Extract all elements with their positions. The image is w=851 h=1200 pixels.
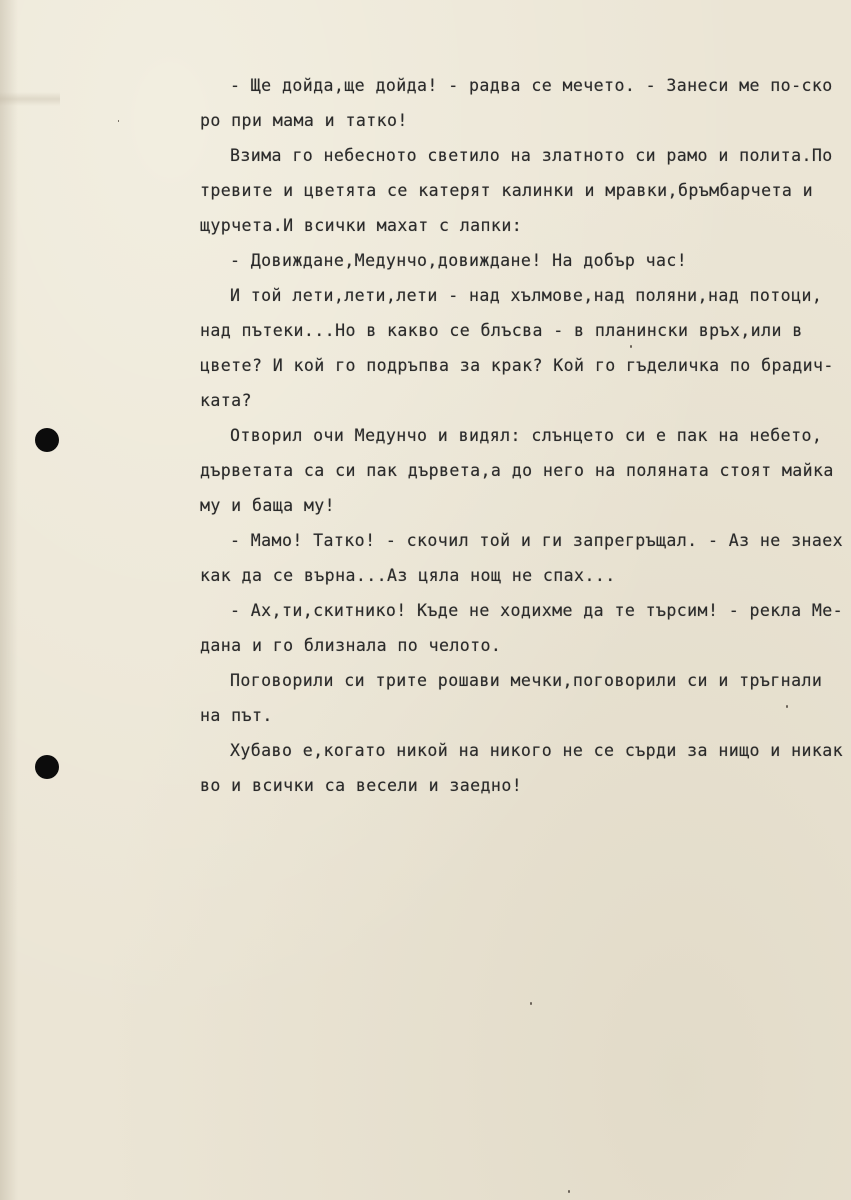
text-line: дана и го близнала по челото.	[200, 636, 502, 655]
paper-speck	[118, 120, 119, 122]
text-line: во и всички са весели и заедно!	[200, 776, 523, 795]
story-text	[200, 68, 851, 803]
text-line: как да се върна...Аз цяла нощ не спах...	[200, 566, 616, 585]
text-line: щурчета.И всички махат с лапки:	[200, 216, 523, 235]
text-line: Взима го небесното светило на златното си рамо и полита.По	[230, 146, 833, 165]
text-line: над пътеки...Но в какво се блъсва - в планински връх,или в	[200, 321, 803, 340]
text-line: тревите и цветята се катерят калинки и мравки,бръмбарчета и	[200, 181, 814, 200]
text-line: - Ах,ти,скитнико! Къде не ходихме да те търсим! - рекла Ме-	[230, 601, 844, 620]
text-line: цвете? И кой го подръпва за крак? Кой го гъделичка по брадич-	[200, 356, 834, 375]
text-line: - Ще дойда,ще дойда! - радва се мечето. - Занеси ме по-ско	[230, 76, 833, 95]
text-line: ката?	[200, 391, 252, 410]
text-line: И той лети,лети,лети - над хълмове,над поляни,над потоци,	[230, 286, 823, 305]
paper-crease	[0, 92, 60, 106]
punch-hole	[35, 428, 59, 452]
text-line: на път.	[200, 706, 273, 725]
punch-hole	[35, 755, 59, 779]
text-line: Отворил очи Медунчо и видял: слънцето си е пак на небето,	[230, 426, 823, 445]
text-line: му и баща му!	[200, 496, 336, 515]
text-line: Хубаво е,когато никой на никого не се сърди за нищо и никак	[230, 741, 844, 760]
page-edge-shadow	[0, 0, 18, 1200]
text-line: ро при мама и татко!	[200, 111, 408, 130]
text-line: дърветата са си пак дървета,а до него на поляната стоят майка	[200, 461, 834, 480]
text-line: - Мамо! Татко! - скочил той и ги запрегръщал. - Аз не знаех	[230, 531, 844, 550]
paper-speck	[530, 1002, 532, 1005]
text-line: Поговорили си трите рошави мечки,поговорили си и тръгнали	[230, 671, 823, 690]
text-line: - Довиждане,Медунчо,довиждане! На добър час!	[230, 251, 688, 270]
paper-speck	[568, 1190, 570, 1193]
